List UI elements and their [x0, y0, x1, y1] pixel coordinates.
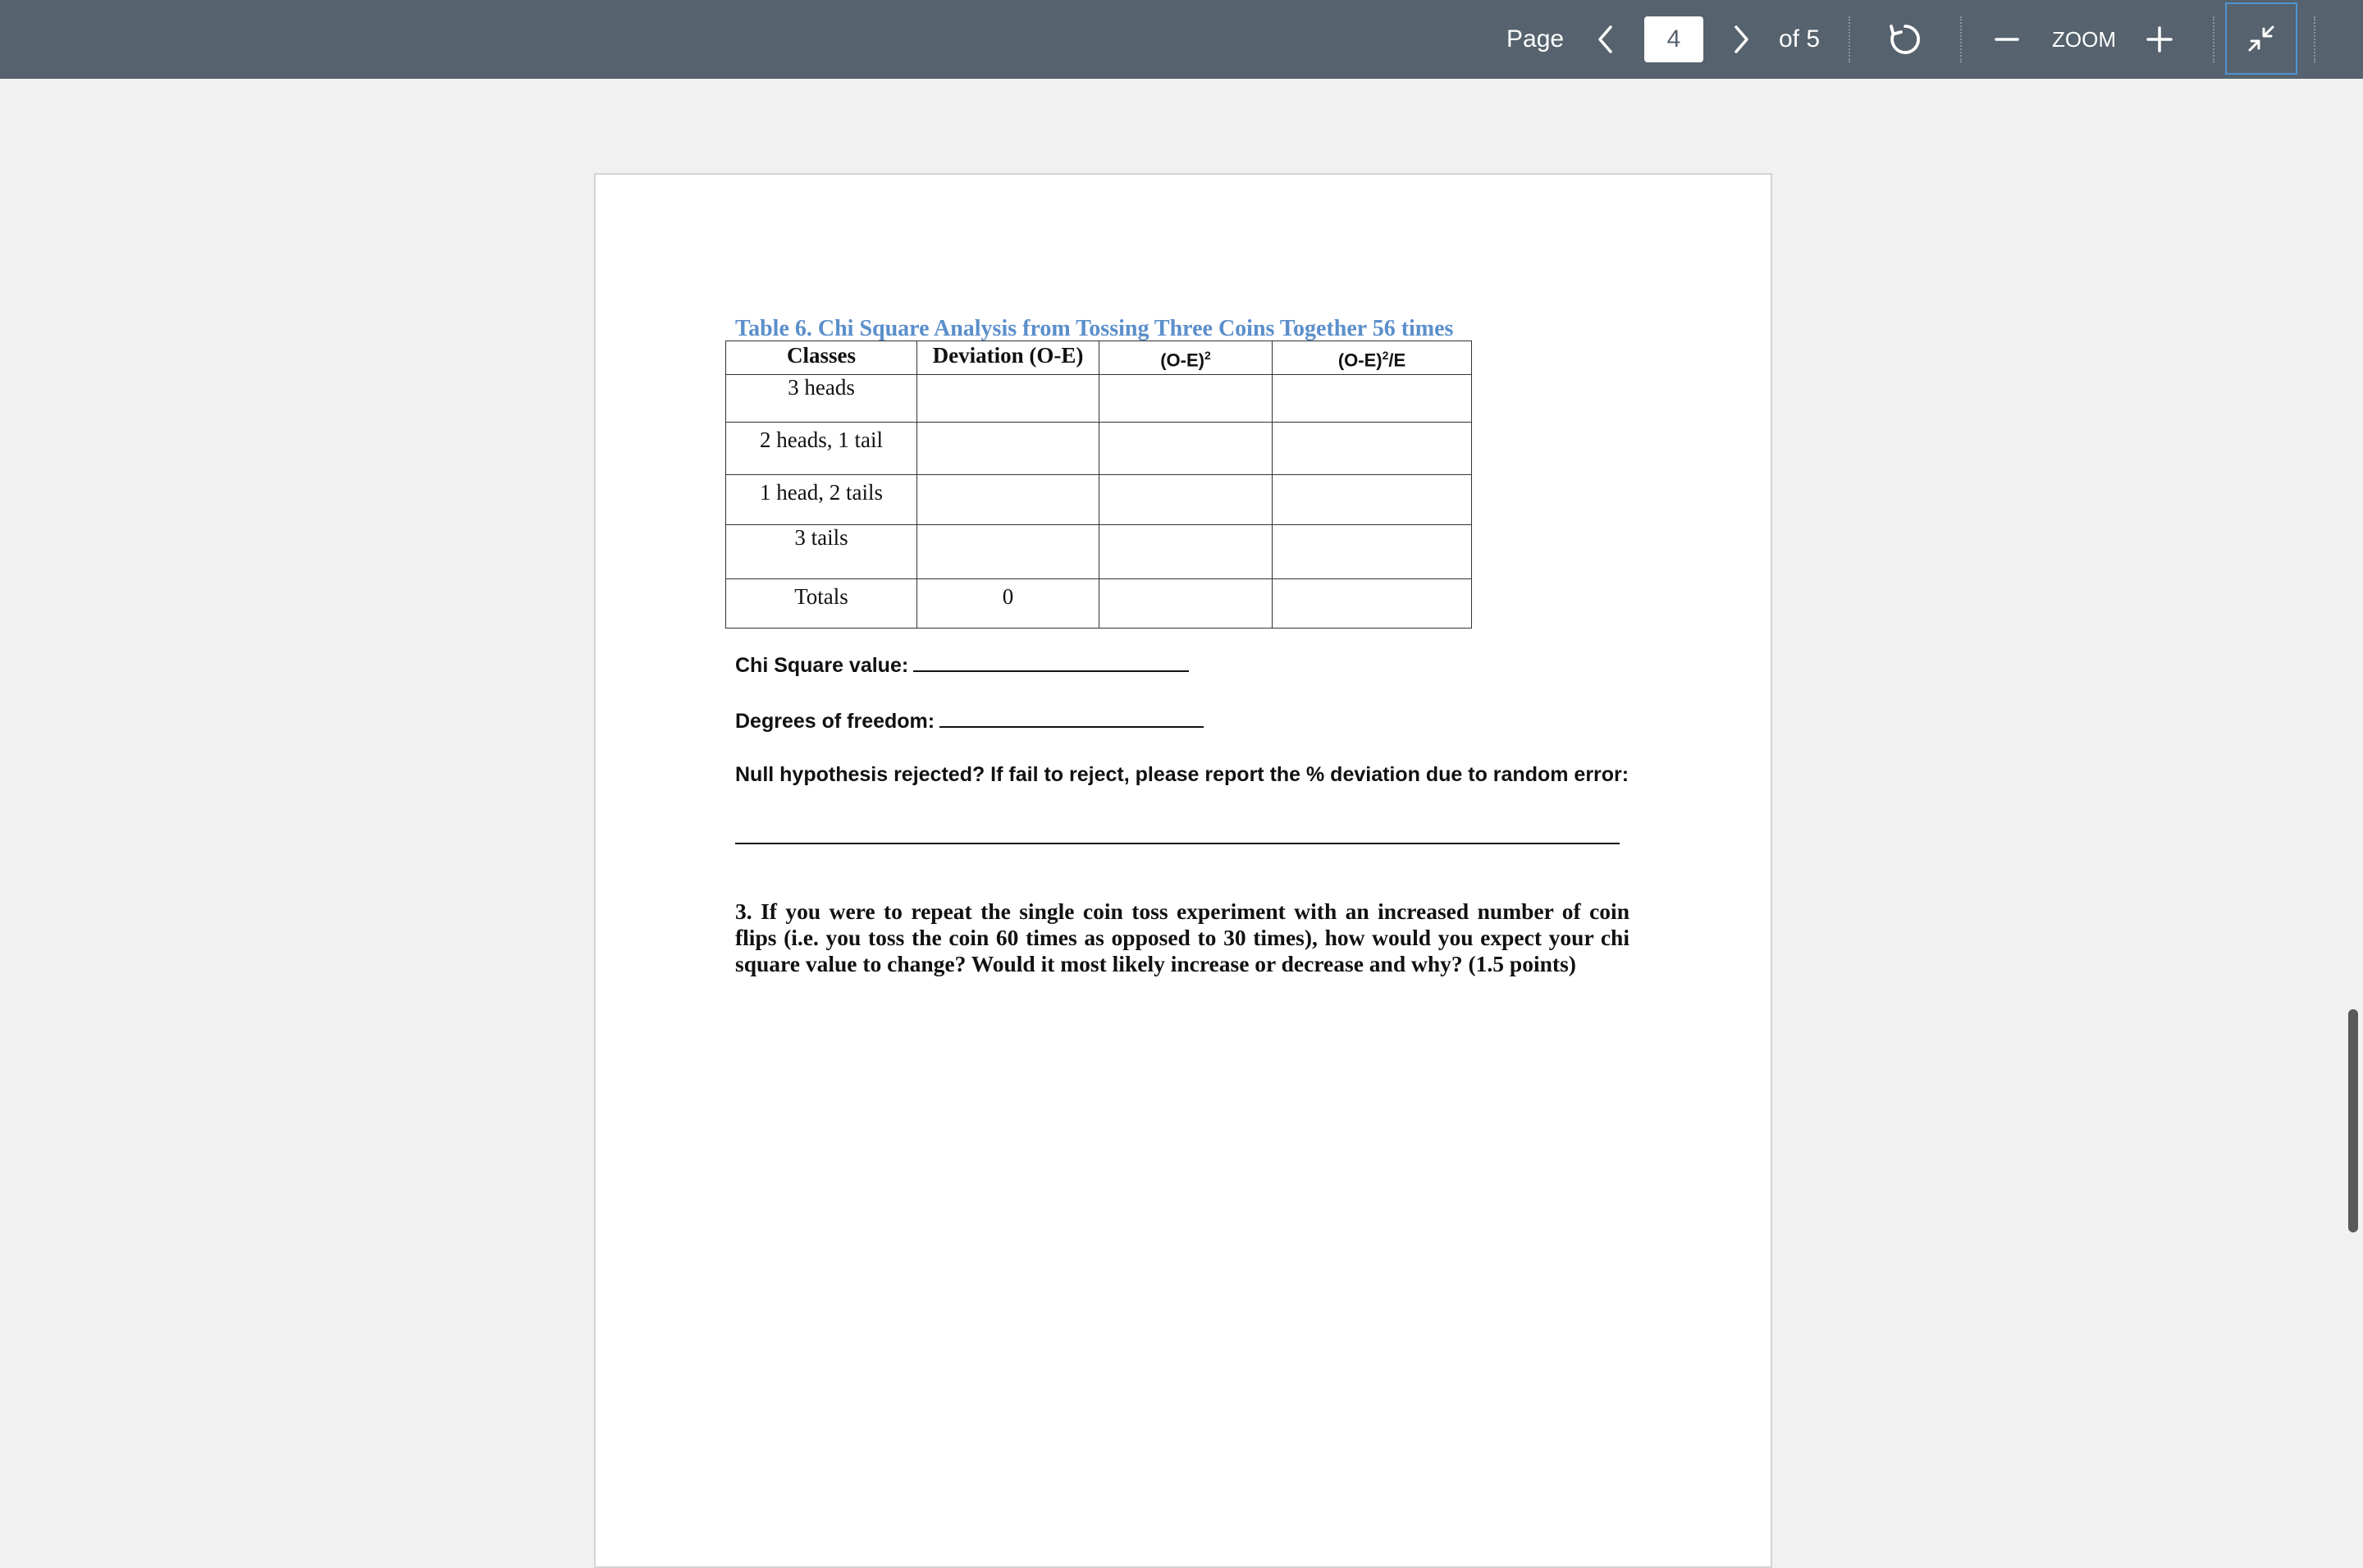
- table-cell: [917, 475, 1099, 525]
- answer-line: [735, 843, 1620, 844]
- table-cell: 1 head, 2 tails: [726, 475, 917, 525]
- rotate-icon: [1887, 21, 1923, 57]
- table-cell: [917, 423, 1099, 475]
- chevron-right-icon: [1731, 25, 1751, 54]
- table-cell: [917, 375, 1099, 423]
- zoom-in-button[interactable]: [2140, 0, 2179, 79]
- answer-blank: [913, 651, 1189, 672]
- table-cell: 0: [917, 579, 1099, 629]
- table-row: [726, 475, 1472, 525]
- table-cell: [1273, 475, 1472, 525]
- chi-square-table: [725, 341, 1472, 629]
- chi-square-value-label: Chi Square value:: [735, 654, 909, 677]
- table-row: [726, 375, 1472, 423]
- table-cell: Totals: [726, 579, 917, 629]
- page-number-input[interactable]: [1644, 16, 1703, 62]
- table-cell: [1099, 375, 1273, 423]
- table-row: [726, 423, 1472, 475]
- toolbar-divider: [2314, 16, 2315, 62]
- table-row: [726, 525, 1472, 579]
- toolbar-divider: [1960, 16, 1962, 62]
- null-hypothesis-question: Null hypothesis rejected? If fail to reject, please report the % deviation due to random error:: [735, 763, 1629, 786]
- vertical-scrollbar[interactable]: [2348, 1009, 2358, 1232]
- table-cell: 2 heads, 1 tail: [726, 423, 917, 475]
- toolbar-divider: [2213, 16, 2214, 62]
- table-cell: [1099, 475, 1273, 525]
- page-count-label: of 5: [1779, 25, 1821, 53]
- plus-icon: [2146, 25, 2173, 53]
- table-header-row: [726, 341, 1472, 375]
- column-header: Deviation (O-E): [917, 341, 1099, 375]
- table-cell: [1273, 423, 1472, 475]
- zoom-out-button[interactable]: [1989, 0, 2025, 79]
- previous-page-button[interactable]: [1588, 0, 1624, 79]
- table-cell: [1099, 525, 1273, 579]
- next-page-button[interactable]: [1723, 0, 1759, 79]
- column-header: Classes: [726, 341, 917, 375]
- zoom-label: ZOOM: [2052, 26, 2116, 52]
- table-cell: [917, 525, 1099, 579]
- exit-fullscreen-button[interactable]: [2225, 2, 2297, 75]
- table-cell: [1273, 579, 1472, 629]
- chevron-left-icon: [1596, 25, 1616, 54]
- pdf-toolbar: [0, 0, 2363, 79]
- table-cell: 3 tails: [726, 525, 917, 579]
- table-cell: [1273, 525, 1472, 579]
- column-header: $(O-E)^2/E$: [1273, 341, 1472, 375]
- degrees-of-freedom-field: [735, 706, 1204, 734]
- document-page: [594, 173, 1772, 1568]
- rotate-button[interactable]: [1884, 0, 1927, 79]
- toolbar-divider: [1849, 16, 1850, 62]
- table-caption: Table 6. Chi Square Analysis from Tossing Three Coins Together 56 times: [735, 316, 1454, 341]
- chi-square-value-field: [735, 651, 1189, 678]
- degrees-of-freedom-label: Degrees of freedom:: [735, 710, 935, 733]
- exit-fullscreen-icon: [2245, 22, 2278, 55]
- table-cell: [1273, 375, 1472, 423]
- minus-icon: [1994, 26, 2020, 53]
- document-viewer[interactable]: [0, 79, 2363, 1477]
- column-header: $(O-E)^2$: [1099, 341, 1273, 375]
- table-cell: [1099, 579, 1273, 629]
- question-3: 3. If you were to repeat the single coin toss experiment with an increased number of coin flips (i.e. you toss the coin 60 times as opposed to 30 times), how would you expect your chi square value to change? Would it most likely increase or decrease and why? (1.5 points): [735, 898, 1629, 976]
- table-row: [726, 579, 1472, 629]
- table-cell: [1099, 423, 1273, 475]
- answer-blank: [939, 706, 1204, 728]
- page-label: Page: [1506, 25, 1565, 53]
- table-cell: 3 heads: [726, 375, 917, 423]
